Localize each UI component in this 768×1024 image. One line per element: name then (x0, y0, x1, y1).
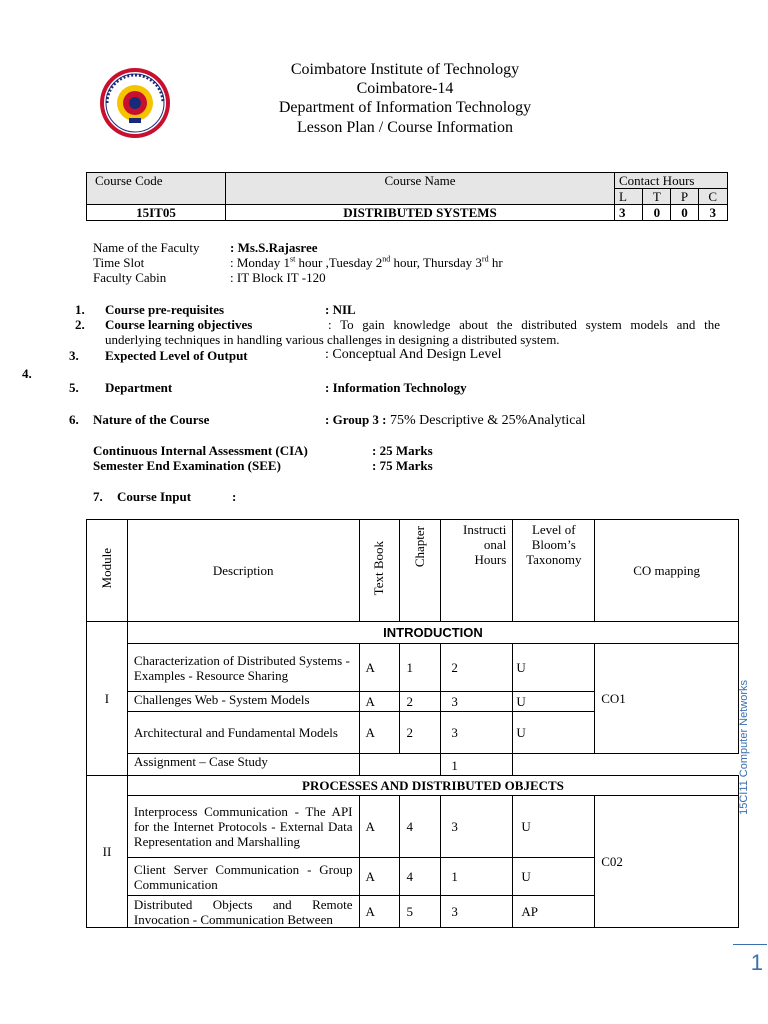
item2-value: : To gain knowledge about the distributed system models and the (328, 317, 720, 332)
row-bloom: U (513, 858, 595, 896)
item1-value: : NIL (325, 302, 356, 317)
row-bloom: U (513, 692, 595, 712)
section-processes-title: PROCESSES AND DISTRIBUTED OBJECTS (127, 776, 738, 796)
faculty-cabin-value: : IT Block IT -120 (230, 270, 326, 285)
row-description: Client Server Communication - Group Communication (127, 858, 359, 896)
faculty-name-value: : Ms.S.Rajasree (230, 240, 318, 255)
item5-number: 5. (69, 380, 79, 395)
row-hours: 1 (441, 858, 513, 896)
institute-seal-logo (98, 66, 172, 140)
item1-label: Course pre-requisites (105, 302, 225, 317)
row-bloom: U (513, 644, 595, 692)
course-name-header: Course Name (226, 173, 615, 205)
see-label: Semester End Examination (SEE) (93, 458, 281, 473)
page-number: 1 (750, 950, 763, 975)
row-description: Architectural and Fundamental Models (127, 712, 359, 754)
row-bloom: AP (513, 896, 595, 928)
row-hours: 3 (441, 896, 513, 928)
row-chapter: 2 (400, 712, 441, 754)
item3-value: : Conceptual And Design Level (325, 347, 502, 362)
sidebar-course-label: 15CI11 Computer Networks (738, 680, 750, 815)
lecture-header: L (615, 189, 643, 205)
co2-mapping: C02 (595, 796, 739, 928)
course-input-table (86, 519, 739, 928)
textbook-header: Text Book (359, 520, 400, 622)
item5-label: Department (105, 380, 173, 395)
module-2-number: II (87, 776, 128, 928)
time-slot-label: Time Slot (93, 255, 145, 270)
description-header: Description (127, 520, 359, 622)
tutorial-header: T (643, 189, 671, 205)
institute-city: Coimbatore-14 (356, 80, 454, 97)
item3-label: Expected Level of Output (105, 348, 248, 363)
module-header: Module (87, 520, 128, 622)
row-description: Challenges Web - System Models (127, 692, 359, 712)
credits-value: 3 (698, 205, 727, 221)
item7-colon: : (232, 489, 237, 504)
cia-value: : 25 Marks (372, 443, 433, 458)
time-slot-value: : Monday 1st hour ,Tuesday 2nd hour, Thursday 3rd hr (230, 254, 503, 270)
faculty-name-label: Name of the Faculty (93, 240, 200, 255)
row-hours: 2 (441, 644, 513, 692)
table-row (87, 796, 739, 858)
lecture-value: 3 (615, 205, 643, 221)
row-chapter: 5 (400, 896, 441, 928)
item2-label: Course learning objectives (105, 317, 253, 332)
practical-value: 0 (671, 205, 698, 221)
row-textbook: A (359, 644, 400, 692)
module-1-number: I (87, 622, 128, 776)
row-chapter: 2 (400, 692, 441, 712)
co1-mapping: CO1 (595, 644, 739, 754)
row-bloom: U (513, 712, 595, 754)
practical-header: P (671, 189, 698, 205)
course-info-table (86, 172, 728, 221)
institute-name: Coimbatore Institute of Technology (290, 61, 520, 78)
instructional-hours-header: Instructi onal Hours (441, 520, 513, 622)
footer-divider (733, 944, 767, 945)
row-chapter: 1 (400, 644, 441, 692)
row-bloom: U (513, 796, 595, 858)
tutorial-value: 0 (643, 205, 671, 221)
row-textbook: A (359, 712, 400, 754)
co-mapping-header: CO mapping (595, 520, 739, 622)
credits-header: C (698, 189, 727, 205)
see-value: : 75 Marks (372, 458, 433, 473)
course-code-header: Course Code (87, 173, 226, 205)
row-chapter: 4 (400, 858, 441, 896)
course-name-value: DISTRIBUTED SYSTEMS (226, 205, 615, 221)
row-description: Interprocess Communication - The API for the Internet Protocols - External Data Representation and Marshalling (127, 796, 359, 858)
course-code-value: 15IT05 (87, 205, 226, 221)
item4-number: 4. (22, 366, 32, 381)
item1-number: 1. (75, 302, 85, 317)
row-textbook: A (359, 692, 400, 712)
section-introduction-title: INTRODUCTION (127, 622, 738, 644)
assignment-hours: 1 (441, 754, 513, 776)
department-title: Department of Information Technology (278, 99, 532, 116)
item3-number: 3. (69, 348, 79, 363)
item2-continuation: underlying techniques in handling various challenges in designing a distributed system. (105, 332, 560, 347)
assignment-row (87, 754, 739, 776)
row-description: Characterization of Distributed Systems - Examples - Resource Sharing (127, 644, 359, 692)
item2-number: 2. (75, 317, 85, 332)
item7-number: 7. (93, 489, 103, 504)
assignment-description: Assignment – Case Study (127, 754, 359, 776)
document-title: Lesson Plan / Course Information (297, 119, 513, 136)
item6-number: 6. (69, 412, 79, 427)
row-textbook: A (359, 896, 400, 928)
table-row (87, 644, 739, 692)
item5-value: : Information Technology (325, 380, 467, 395)
row-hours: 3 (441, 796, 513, 858)
row-hours: 3 (441, 712, 513, 754)
row-textbook: A (359, 858, 400, 896)
chapter-header: Chapter (400, 520, 441, 622)
bloom-level-header: Level of Bloom’s Taxonomy (513, 520, 595, 622)
row-textbook: A (359, 796, 400, 858)
cia-label: Continuous Internal Assessment (CIA) (93, 443, 308, 458)
contact-hours-header: Contact Hours (615, 173, 728, 189)
item7-label: Course Input (117, 489, 192, 504)
faculty-cabin-label: Faculty Cabin (93, 270, 167, 285)
row-hours: 3 (441, 692, 513, 712)
row-chapter: 4 (400, 796, 441, 858)
item6-value: : Group 3 : 75% Descriptive & 25%Analytical (325, 412, 586, 428)
item6-label: Nature of the Course (93, 412, 210, 427)
row-description: Distributed Objects and Remote Invocation - Communication Between (127, 896, 359, 928)
